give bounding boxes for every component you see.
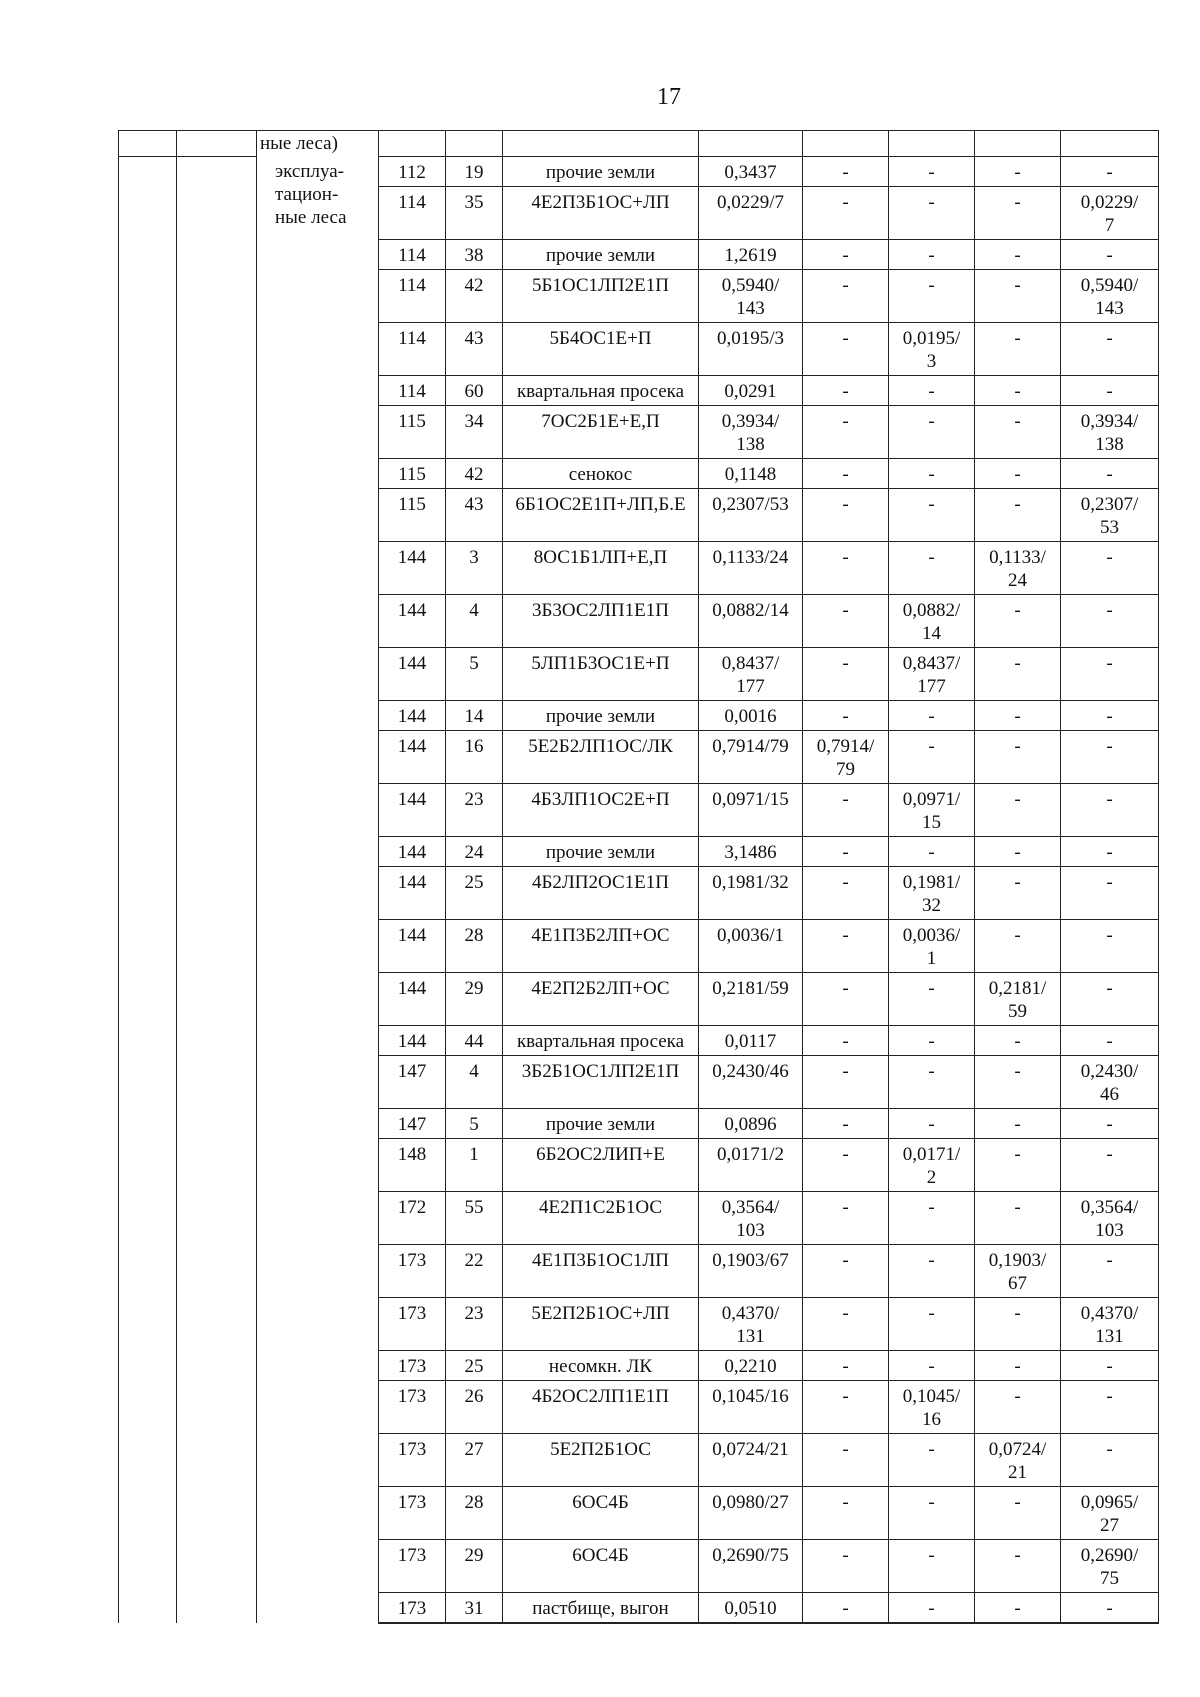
value-cell: - <box>803 866 889 919</box>
value-cell: 0,0171/ 2 <box>889 1138 975 1191</box>
value-cell: - <box>803 541 889 594</box>
area-cell: 0,0229/7 <box>699 186 803 239</box>
value-cell: - <box>1061 375 1159 405</box>
area-cell: 1,2619 <box>699 239 803 269</box>
value-cell: - <box>1061 730 1159 783</box>
composition-cell: 6Б2ОС2ЛИП+Е <box>503 1138 699 1191</box>
value-cell: - <box>803 405 889 458</box>
value-cell: - <box>975 405 1061 458</box>
quarter-cell: 115 <box>379 405 446 458</box>
composition-cell: 5Б4ОС1Е+П <box>503 322 699 375</box>
value-cell: - <box>1061 458 1159 488</box>
area-cell: 0,0724/21 <box>699 1433 803 1486</box>
value-cell: - <box>1061 866 1159 919</box>
subdivision-cell: 42 <box>446 269 503 322</box>
value-cell: - <box>975 1108 1061 1138</box>
composition-cell: 4Е1П3Б2ЛП+ОС <box>503 919 699 972</box>
value-cell: - <box>1061 1025 1159 1055</box>
area-cell: 0,0195/3 <box>699 322 803 375</box>
value-cell: - <box>889 1055 975 1108</box>
composition-cell: прочие земли <box>503 239 699 269</box>
quarter-cell: 147 <box>379 1108 446 1138</box>
composition-cell: 4Е2П1С2Б1ОС <box>503 1191 699 1244</box>
value-cell: - <box>889 1244 975 1297</box>
area-cell: 0,1045/16 <box>699 1380 803 1433</box>
value-cell: - <box>975 919 1061 972</box>
value-cell: 0,2181/ 59 <box>975 972 1061 1025</box>
subdivision-cell: 35 <box>446 186 503 239</box>
composition-cell: 4Б2ОС2ЛП1Е1П <box>503 1380 699 1433</box>
composition-cell: 5Е2П2Б1ОС <box>503 1433 699 1486</box>
subdivision-cell: 60 <box>446 375 503 405</box>
quarter-cell: 147 <box>379 1055 446 1108</box>
value-cell: - <box>889 269 975 322</box>
land-plot-table <box>118 130 1159 1624</box>
value-cell: - <box>803 1486 889 1539</box>
composition-cell: прочие земли <box>503 1108 699 1138</box>
area-cell: 0,5940/ 143 <box>699 269 803 322</box>
quarter-cell: 115 <box>379 488 446 541</box>
composition-cell: 5Б1ОС1ЛП2Е1П <box>503 269 699 322</box>
value-cell: - <box>889 156 975 186</box>
value-cell: - <box>803 1433 889 1486</box>
subdivision-cell: 23 <box>446 1297 503 1350</box>
value-cell: - <box>889 405 975 458</box>
value-cell: - <box>1061 322 1159 375</box>
value-cell: - <box>803 1055 889 1108</box>
value-cell: - <box>1061 919 1159 972</box>
composition-cell: сенокос <box>503 458 699 488</box>
value-cell: - <box>975 239 1061 269</box>
empty-cell <box>119 131 177 157</box>
quarter-cell: 144 <box>379 836 446 866</box>
value-cell: 0,1903/ 67 <box>975 1244 1061 1297</box>
value-cell: - <box>889 375 975 405</box>
category-cell: эксплуа- тацион- ные леса <box>257 156 379 1623</box>
value-cell: - <box>803 594 889 647</box>
value-cell: - <box>889 541 975 594</box>
area-cell: 0,0980/27 <box>699 1486 803 1539</box>
value-cell: - <box>1061 700 1159 730</box>
value-cell: 0,3934/ 138 <box>1061 405 1159 458</box>
empty-cell <box>699 131 803 157</box>
subdivision-cell: 29 <box>446 1539 503 1592</box>
value-cell: - <box>1061 783 1159 836</box>
quarter-cell: 173 <box>379 1350 446 1380</box>
quarter-cell: 114 <box>379 186 446 239</box>
category-cell: ные леса) <box>257 131 379 157</box>
value-cell: - <box>889 836 975 866</box>
area-cell: 0,0016 <box>699 700 803 730</box>
composition-cell: 3Б2Б1ОС1ЛП2Е1П <box>503 1055 699 1108</box>
quarter-cell: 114 <box>379 322 446 375</box>
value-cell: - <box>975 1350 1061 1380</box>
composition-cell: пастбище, выгон <box>503 1592 699 1623</box>
subdivision-cell: 38 <box>446 239 503 269</box>
value-cell: - <box>975 783 1061 836</box>
value-cell: 0,2690/ 75 <box>1061 1539 1159 1592</box>
value-cell: - <box>975 1297 1061 1350</box>
subdivision-cell: 34 <box>446 405 503 458</box>
composition-cell: 6ОС4Б <box>503 1486 699 1539</box>
value-cell: - <box>803 488 889 541</box>
value-cell: - <box>975 1486 1061 1539</box>
value-cell: - <box>975 458 1061 488</box>
composition-cell: несомкн. ЛК <box>503 1350 699 1380</box>
value-cell: - <box>803 1539 889 1592</box>
quarter-cell: 144 <box>379 700 446 730</box>
area-cell: 0,3934/ 138 <box>699 405 803 458</box>
area-cell: 0,1981/32 <box>699 866 803 919</box>
value-cell: - <box>889 458 975 488</box>
page-number: 17 <box>657 84 681 110</box>
value-cell: - <box>1061 1380 1159 1433</box>
area-cell: 0,2307/53 <box>699 488 803 541</box>
quarter-cell: 144 <box>379 919 446 972</box>
value-cell: - <box>889 700 975 730</box>
subdivision-cell: 4 <box>446 594 503 647</box>
value-cell: - <box>889 972 975 1025</box>
value-cell: 0,2430/ 46 <box>1061 1055 1159 1108</box>
value-cell: - <box>1061 594 1159 647</box>
value-cell: - <box>803 1191 889 1244</box>
value-cell: - <box>803 836 889 866</box>
value-cell: - <box>975 322 1061 375</box>
left-blank-cell <box>119 156 177 1623</box>
subdivision-cell: 26 <box>446 1380 503 1433</box>
subdivision-cell: 44 <box>446 1025 503 1055</box>
value-cell: - <box>803 1350 889 1380</box>
value-cell: 0,8437/ 177 <box>889 647 975 700</box>
subdivision-cell: 55 <box>446 1191 503 1244</box>
left-blank-cell <box>177 156 257 1623</box>
value-cell: - <box>803 647 889 700</box>
value-cell: 0,7914/ 79 <box>803 730 889 783</box>
empty-cell <box>503 131 699 157</box>
value-cell: - <box>889 1539 975 1592</box>
area-cell: 0,0291 <box>699 375 803 405</box>
value-cell: - <box>975 1138 1061 1191</box>
value-cell: - <box>975 375 1061 405</box>
quarter-cell: 144 <box>379 647 446 700</box>
value-cell: - <box>975 1055 1061 1108</box>
composition-cell: 5ЛП1Б3ОС1Е+П <box>503 647 699 700</box>
composition-cell: 5Е2Б2ЛП1ОС/ЛК <box>503 730 699 783</box>
value-cell: - <box>803 1244 889 1297</box>
subdivision-cell: 1 <box>446 1138 503 1191</box>
value-cell: - <box>975 1539 1061 1592</box>
value-cell: - <box>1061 239 1159 269</box>
value-cell: - <box>803 322 889 375</box>
value-cell: - <box>803 1108 889 1138</box>
composition-cell: квартальная просека <box>503 375 699 405</box>
empty-cell <box>446 131 503 157</box>
area-cell: 0,3564/ 103 <box>699 1191 803 1244</box>
value-cell: - <box>803 1592 889 1623</box>
value-cell: 0,0965/ 27 <box>1061 1486 1159 1539</box>
empty-cell <box>1061 131 1159 157</box>
subdivision-cell: 22 <box>446 1244 503 1297</box>
value-cell: - <box>803 458 889 488</box>
value-cell: - <box>803 156 889 186</box>
area-cell: 0,0036/1 <box>699 919 803 972</box>
area-cell: 0,0971/15 <box>699 783 803 836</box>
subdivision-cell: 25 <box>446 866 503 919</box>
empty-cell <box>177 131 257 157</box>
composition-cell: 5Е2П2Б1ОС+ЛП <box>503 1297 699 1350</box>
quarter-cell: 173 <box>379 1486 446 1539</box>
value-cell: - <box>889 1433 975 1486</box>
value-cell: - <box>803 972 889 1025</box>
area-cell: 0,1133/24 <box>699 541 803 594</box>
value-cell: 0,0882/ 14 <box>889 594 975 647</box>
value-cell: 0,1133/ 24 <box>975 541 1061 594</box>
value-cell: 0,4370/ 131 <box>1061 1297 1159 1350</box>
subdivision-cell: 24 <box>446 836 503 866</box>
value-cell: 0,3564/ 103 <box>1061 1191 1159 1244</box>
quarter-cell: 144 <box>379 783 446 836</box>
composition-cell: 7ОС2Б1Е+Е,П <box>503 405 699 458</box>
value-cell: - <box>1061 836 1159 866</box>
subdivision-cell: 23 <box>446 783 503 836</box>
empty-cell <box>803 131 889 157</box>
value-cell: - <box>975 700 1061 730</box>
value-cell: - <box>803 919 889 972</box>
value-cell: 0,0229/ 7 <box>1061 186 1159 239</box>
composition-cell: 4Б2ЛП2ОС1Е1П <box>503 866 699 919</box>
value-cell: - <box>975 1191 1061 1244</box>
area-cell: 0,1148 <box>699 458 803 488</box>
subdivision-cell: 5 <box>446 1108 503 1138</box>
value-cell: - <box>975 488 1061 541</box>
value-cell: 0,1045/ 16 <box>889 1380 975 1433</box>
quarter-cell: 148 <box>379 1138 446 1191</box>
value-cell: - <box>889 488 975 541</box>
value-cell: - <box>975 647 1061 700</box>
value-cell: - <box>889 1297 975 1350</box>
area-cell: 0,0882/14 <box>699 594 803 647</box>
quarter-cell: 173 <box>379 1244 446 1297</box>
value-cell: - <box>1061 1244 1159 1297</box>
composition-cell: 6Б1ОС2Е1П+ЛП,Б.Е <box>503 488 699 541</box>
value-cell: 0,0724/ 21 <box>975 1433 1061 1486</box>
subdivision-cell: 27 <box>446 1433 503 1486</box>
quarter-cell: 144 <box>379 541 446 594</box>
subdivision-cell: 29 <box>446 972 503 1025</box>
area-cell: 0,0510 <box>699 1592 803 1623</box>
quarter-cell: 115 <box>379 458 446 488</box>
area-cell: 0,7914/79 <box>699 730 803 783</box>
composition-cell: прочие земли <box>503 156 699 186</box>
area-cell: 0,2430/46 <box>699 1055 803 1108</box>
quarter-cell: 173 <box>379 1539 446 1592</box>
value-cell: - <box>889 1108 975 1138</box>
value-cell: 0,0971/ 15 <box>889 783 975 836</box>
value-cell: - <box>975 836 1061 866</box>
subdivision-cell: 43 <box>446 322 503 375</box>
composition-cell: прочие земли <box>503 700 699 730</box>
value-cell: - <box>803 783 889 836</box>
value-cell: 0,2307/ 53 <box>1061 488 1159 541</box>
value-cell: - <box>803 269 889 322</box>
empty-cell <box>889 131 975 157</box>
value-cell: 0,5940/ 143 <box>1061 269 1159 322</box>
value-cell: - <box>1061 972 1159 1025</box>
quarter-cell: 144 <box>379 1025 446 1055</box>
composition-cell: прочие земли <box>503 836 699 866</box>
value-cell: - <box>975 269 1061 322</box>
value-cell: - <box>803 1380 889 1433</box>
value-cell: - <box>803 700 889 730</box>
empty-cell <box>379 131 446 157</box>
value-cell: - <box>975 1380 1061 1433</box>
composition-cell: 6ОС4Б <box>503 1539 699 1592</box>
value-cell: - <box>1061 1433 1159 1486</box>
subdivision-cell: 4 <box>446 1055 503 1108</box>
subdivision-cell: 28 <box>446 919 503 972</box>
area-cell: 0,4370/ 131 <box>699 1297 803 1350</box>
value-cell: - <box>889 730 975 783</box>
area-cell: 0,0117 <box>699 1025 803 1055</box>
subdivision-cell: 14 <box>446 700 503 730</box>
subdivision-cell: 19 <box>446 156 503 186</box>
value-cell: - <box>889 1350 975 1380</box>
value-cell: - <box>1061 647 1159 700</box>
area-cell: 0,8437/ 177 <box>699 647 803 700</box>
quarter-cell: 173 <box>379 1297 446 1350</box>
area-cell: 3,1486 <box>699 836 803 866</box>
value-cell: - <box>1061 541 1159 594</box>
value-cell: - <box>889 1486 975 1539</box>
value-cell: - <box>975 1025 1061 1055</box>
area-cell: 0,0171/2 <box>699 1138 803 1191</box>
value-cell: - <box>1061 1350 1159 1380</box>
value-cell: - <box>1061 1592 1159 1623</box>
composition-cell: 4Е1П3Б1ОС1ЛП <box>503 1244 699 1297</box>
quarter-cell: 173 <box>379 1380 446 1433</box>
value-cell: 0,0195/ 3 <box>889 322 975 375</box>
subdivision-cell: 5 <box>446 647 503 700</box>
value-cell: - <box>975 1592 1061 1623</box>
subdivision-cell: 42 <box>446 458 503 488</box>
value-cell: - <box>1061 156 1159 186</box>
quarter-cell: 144 <box>379 594 446 647</box>
subdivision-cell: 28 <box>446 1486 503 1539</box>
value-cell: - <box>889 1025 975 1055</box>
value-cell: - <box>975 156 1061 186</box>
empty-cell <box>975 131 1061 157</box>
value-cell: - <box>803 375 889 405</box>
quarter-cell: 144 <box>379 866 446 919</box>
value-cell: - <box>803 1297 889 1350</box>
value-cell: - <box>889 1592 975 1623</box>
quarter-cell: 114 <box>379 239 446 269</box>
quarter-cell: 172 <box>379 1191 446 1244</box>
subdivision-cell: 3 <box>446 541 503 594</box>
area-cell: 0,2690/75 <box>699 1539 803 1592</box>
quarter-cell: 144 <box>379 730 446 783</box>
value-cell: - <box>975 866 1061 919</box>
value-cell: - <box>889 1191 975 1244</box>
quarter-cell: 144 <box>379 972 446 1025</box>
value-cell: - <box>889 186 975 239</box>
subdivision-cell: 25 <box>446 1350 503 1380</box>
quarter-cell: 173 <box>379 1592 446 1623</box>
value-cell: - <box>975 186 1061 239</box>
value-cell: 0,0036/ 1 <box>889 919 975 972</box>
area-cell: 0,0896 <box>699 1108 803 1138</box>
value-cell: 0,1981/ 32 <box>889 866 975 919</box>
value-cell: - <box>975 594 1061 647</box>
subdivision-cell: 31 <box>446 1592 503 1623</box>
area-cell: 0,2210 <box>699 1350 803 1380</box>
quarter-cell: 173 <box>379 1433 446 1486</box>
value-cell: - <box>803 239 889 269</box>
value-cell: - <box>1061 1108 1159 1138</box>
value-cell: - <box>803 1025 889 1055</box>
quarter-cell: 114 <box>379 375 446 405</box>
composition-cell: 4Е2П2Б2ЛП+ОС <box>503 972 699 1025</box>
table-row <box>119 156 1159 186</box>
value-cell: - <box>803 186 889 239</box>
composition-cell: 4Е2П3Б1ОС+ЛП <box>503 186 699 239</box>
value-cell: - <box>1061 1138 1159 1191</box>
area-cell: 0,3437 <box>699 156 803 186</box>
composition-cell: 4Б3ЛП1ОС2Е+П <box>503 783 699 836</box>
composition-cell: квартальная просека <box>503 1025 699 1055</box>
subdivision-cell: 16 <box>446 730 503 783</box>
quarter-cell: 114 <box>379 269 446 322</box>
area-cell: 0,1903/67 <box>699 1244 803 1297</box>
quarter-cell: 112 <box>379 156 446 186</box>
value-cell: - <box>975 730 1061 783</box>
composition-cell: 3Б3ОС2ЛП1Е1П <box>503 594 699 647</box>
composition-cell: 8ОС1Б1ЛП+Е,П <box>503 541 699 594</box>
subdivision-cell: 43 <box>446 488 503 541</box>
table-header-row <box>119 131 1159 157</box>
area-cell: 0,2181/59 <box>699 972 803 1025</box>
value-cell: - <box>889 239 975 269</box>
value-cell: - <box>803 1138 889 1191</box>
